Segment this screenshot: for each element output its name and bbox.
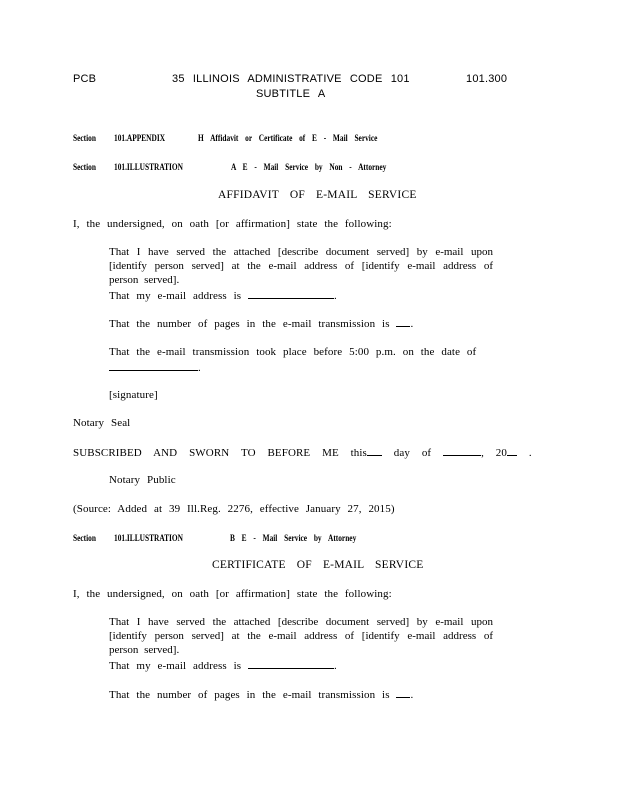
certificate-pages-line [109, 688, 413, 701]
pages-blank [396, 317, 410, 327]
period: . [410, 318, 414, 330]
email-line-label: That my e-mail address is [109, 660, 242, 672]
certificate-intro: I, the undersigned, on oath [or affirmation] state the following: [73, 588, 392, 600]
section-number: 101.ILLUSTRATION [114, 162, 183, 172]
affidavit-email-line [109, 289, 337, 302]
affidavit-served-paragraph: That I have served the attached [describe document served] by e-mail upon [identify person served] at the e-mail address of [identify e-mail address of person served]. [109, 246, 493, 286]
certificate-served-paragraph: That I have served the attached [describe document served] by e-mail upon [identify person served] at the e-mail address of [identify e-mail address of person served]. [109, 616, 493, 656]
section-number: 101.ILLUSTRATION [114, 533, 183, 543]
sworn-year-prefix: 20 [495, 447, 507, 459]
period: . [334, 660, 337, 672]
section-title: B E - Mail Service by Attorney [230, 533, 357, 543]
period: . [334, 290, 337, 302]
sworn-day-of: day of [393, 447, 432, 459]
pages-line-label: That the number of pages in the e-mail transmission is [109, 318, 390, 330]
transmission-date-line [109, 361, 201, 374]
pages-line-label: That the number of pages in the e-mail transmission is [109, 689, 390, 701]
affidavit-intro: I, the undersigned, on oath [or affirmation] state the following: [73, 218, 392, 230]
date-blank [109, 361, 198, 371]
header-code-title: 35 ILLINOIS ADMINISTRATIVE CODE 101 [172, 73, 410, 85]
certificate-title: CERTIFICATE OF E-MAIL SERVICE [212, 559, 424, 571]
email-line-label: That my e-mail address is [109, 290, 242, 302]
section-number: 101.APPENDIX [114, 133, 166, 143]
affidavit-title: AFFIDAVIT OF E-MAIL SERVICE [218, 189, 417, 201]
notary-seal: Notary Seal [73, 417, 131, 429]
affidavit-pages-line [109, 317, 413, 330]
section-label: Section [73, 533, 96, 543]
email-blank [248, 289, 334, 299]
sworn-text: SUBSCRIBED AND SWORN TO BEFORE ME this [73, 447, 367, 459]
notary-public: Notary Public [109, 474, 176, 486]
period: . [410, 689, 414, 701]
signature-placeholder: [signature] [109, 389, 158, 401]
section-title: A E - Mail Service by Non - Attorney [231, 162, 387, 172]
source-note: (Source: Added at 39 Ill.Reg. 2276, effective January 27, 2015) [73, 503, 395, 515]
month-blank [443, 446, 481, 456]
section-label: Section [73, 162, 96, 172]
affidavit-transmission-line: That the e-mail transmission took place before 5:00 p.m. on the date of [109, 346, 477, 358]
header-agency: PCB [73, 73, 97, 85]
period: . [528, 447, 532, 459]
subscribed-sworn-line [73, 446, 532, 459]
period: . [198, 362, 201, 374]
comma: , [481, 447, 484, 459]
day-blank [367, 446, 382, 456]
section-label: Section [73, 133, 96, 143]
header-part-number: 101.300 [466, 73, 508, 85]
pages-blank [396, 688, 410, 698]
certificate-email-line [109, 659, 337, 672]
year-blank [507, 446, 517, 456]
email-blank [248, 659, 334, 669]
header-subtitle: SUBTITLE A [256, 88, 326, 100]
section-title: H Affidavit or Certificate of E - Mail Service [198, 133, 378, 143]
